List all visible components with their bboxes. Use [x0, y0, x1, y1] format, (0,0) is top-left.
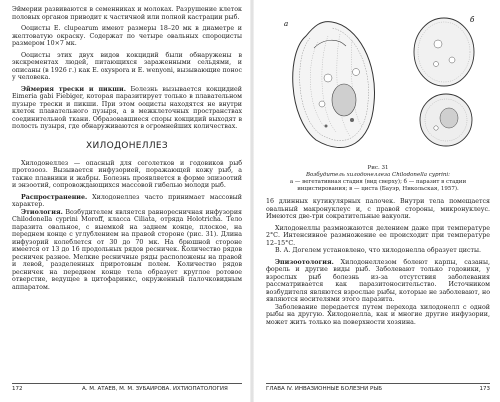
- paragraph-heading: Эймерия трески и пикши.: [21, 85, 126, 93]
- paragraph-text: Возбудителем является равноресничная инфузория Chilodonella cyprini Moroff, класса Ciliata, отряда Holotricha. Тело паразита овальное, с выемкой на заднем конце, плоское, на переднем конце с углублением на правой стороне (рис. 31). Длина инфузорий колеблется от 30 до 70 мк. На брюшной стороне имеется от 13 до 16 продольных рядов ресничек. Количество рядов ресничек разное. Мелкие ресничные ряды расположены на правой и левой, разделенных приротовым полем. Количество рядов ресничек на переднем конце тела образует круглое ротовое отверстие, ведущее в цитофаринкс, окруженный палочковидным аппаратом.: [12, 208, 242, 291]
- paragraph: [12, 194, 242, 209]
- running-title: А. М. АТАЕВ, М. М. ЗУБАИРОВА. ИХТИОПАТОЛОГИЯ: [82, 386, 228, 392]
- cyst-drawing: [420, 94, 472, 146]
- paragraph: [266, 259, 490, 304]
- figure-caption: Возбудитель хилодонеллеза Chilodonella cyprini:: [305, 172, 451, 178]
- paragraph: В. А. Догелем установлено, что хилодонелла образует цисты.: [275, 247, 481, 254]
- paragraph: Ооцисты этих двух видов кокцидий были обнаружены в экскрементах людей, питающихся зараженными сельдями, и описаны (в 1926 г.) как E. oxyspora и E. wenyoni, вызывающие понос у человека.: [12, 51, 242, 81]
- paragraph: [12, 86, 242, 131]
- page-footer: [12, 383, 242, 394]
- paragraph: Хилодонеллы размножаются делением даже при температуре 2°С. Интенсивное размножение ее происходит при температуре 12–15°С.: [266, 224, 490, 247]
- paragraph-heading: Распространение.: [21, 193, 88, 201]
- paragraph-text: Болезнь вызывается кокцидией Eimeria gabi Fiebiger, которая паразитирует только в плавательном пузыре трески и пикши. При этом ооцисты находятся не внутри клеток плавательного пузыря, а в межклеточных пространствах соединительной ткани. Образовавшиеся споры кокцидий выходят в полость пузыря, где обнаруживаются в огромнейших количествах.: [12, 85, 242, 130]
- paragraph: Ооцисты E. clupearum имеют размеры 18–20 мк в диаметре и желтоватую окраску. Содержат по четыре овальных спороцисты размером 10×7 мк.: [12, 25, 242, 47]
- paragraph-text: Хилодонеллезом болеют карпы, сазаны, форель и другие виды рыб. Заболевают только годовики, у взрослых рыб болезнь из-за отсутствия заболевания рассматривается как паразитоносительство. Источником возбудителя являются взрослые рыбы, которые не заболевают, но являются носителями этого паразита.: [266, 258, 490, 303]
- paragraph-heading: Эпизоотология.: [275, 258, 334, 266]
- page-number: 172: [12, 386, 23, 392]
- running-title: ГЛАВА IV. ИНВАЗИОННЫЕ БОЛЕЗНИ РЫБ: [266, 386, 382, 392]
- right-page: [252, 0, 500, 402]
- page-footer: [266, 383, 490, 394]
- figure-number: Рис. 31: [367, 165, 389, 171]
- figure-chilodonella: [266, 8, 490, 163]
- paragraph: Хилодонеллез — опасный для сеголетков и годовиков рыб протозооз. Вызывается инфузорией, поражающей кожу рыб, а также плавники и жабры. Болезнь проявляется в форме эпизоотий и энзоотий, сопровождающихся массовой гибелью молоди рыб.: [12, 159, 242, 189]
- paragraph: Заболевание передается путем перехода хилодонелл с одной рыбы на другую. Хилодонелла, как и многие другие инфузории, может жить только на поверхности хозяина.: [266, 303, 490, 326]
- chilodonella-illustration: [266, 8, 490, 158]
- paragraph: [12, 209, 242, 292]
- page-number: 173: [479, 386, 490, 392]
- vegetative-stage-drawing: [293, 22, 375, 148]
- paragraph: 16 длинных кутикулярных палочек. Внутри тела помещается овальный макронуклеус и, с правой стороны, микронуклеус. Имеются две-три сократительные вакуоли.: [266, 198, 490, 220]
- section-title: ХИЛОДОНЕЛЛЕЗ: [86, 140, 168, 151]
- encysting-stage-drawing: [414, 18, 474, 86]
- paragraph-heading: Этиология.: [21, 208, 63, 216]
- figure-label-b: б: [470, 16, 475, 24]
- paragraph: Эймерии развиваются в семенниках и молоках. Разрушение клеток половых органов приводит к частичной или полной кастрации рыб.: [12, 6, 242, 21]
- figure-label-a: а: [284, 20, 289, 28]
- figure-legend: а — вегетативная стадия (вид сверху); б — паразит в стадии инцистирования; в — циста (Бауэр, Никольская, 1957).: [289, 179, 467, 192]
- paragraph-text: Хилодонеллез часто принимает массовый характер.: [12, 193, 242, 208]
